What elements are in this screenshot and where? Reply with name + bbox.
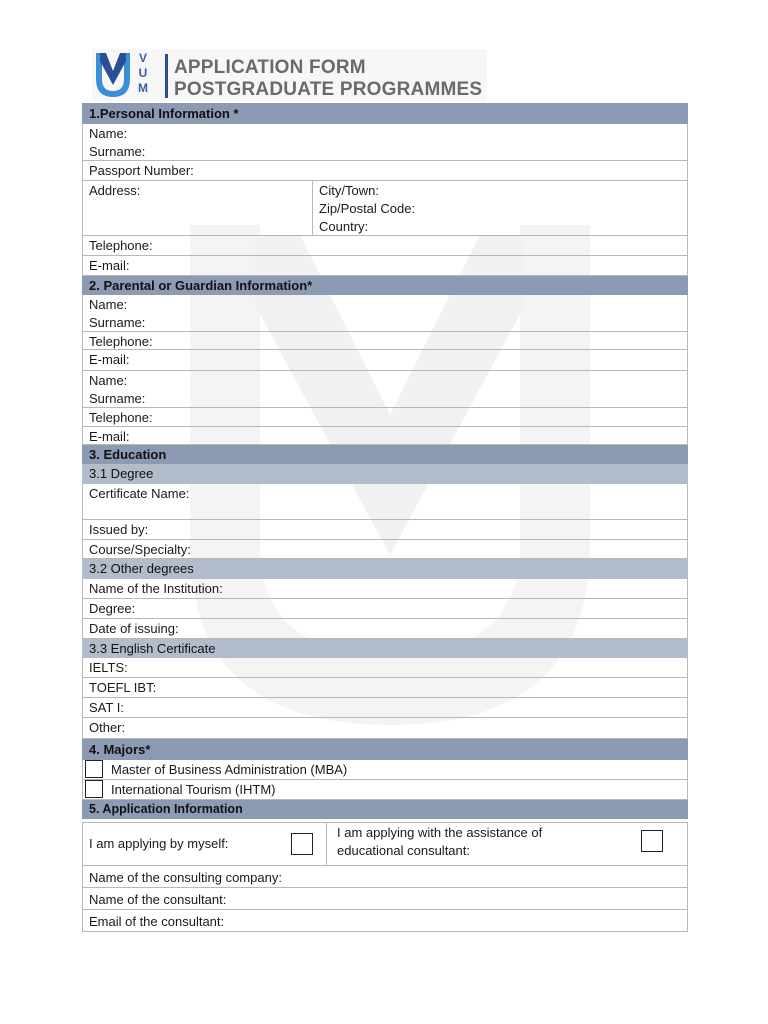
ihtm-checkbox[interactable] bbox=[85, 780, 103, 798]
certificate-name-field[interactable] bbox=[82, 484, 688, 520]
logo-letters bbox=[136, 51, 150, 96]
issued-by-field[interactable] bbox=[82, 520, 688, 540]
section-personal-info-header: 1.Personal Information * bbox=[82, 103, 688, 124]
logo-letter: M bbox=[138, 81, 148, 95]
applying-consultant-label-line2: educational consultant: bbox=[337, 843, 470, 858]
consulting-company-label: Name of the consulting company: bbox=[89, 870, 282, 885]
passport-field[interactable] bbox=[82, 161, 688, 181]
address-label: Address: bbox=[89, 183, 141, 198]
consultant-email-field[interactable] bbox=[82, 910, 688, 932]
address-field[interactable] bbox=[83, 181, 313, 235]
ielts-label: IELTS: bbox=[89, 660, 128, 675]
guardian2-telephone-field[interactable] bbox=[82, 408, 688, 427]
degree-field[interactable] bbox=[82, 599, 688, 619]
form-title-line1: APPLICATION FORM bbox=[174, 57, 366, 78]
name-label: Name: bbox=[89, 126, 128, 141]
passport-label: Passport Number: bbox=[89, 163, 194, 178]
date-issuing-field[interactable] bbox=[82, 619, 688, 639]
form-title-line2: POSTGRADUATE PROGRAMMES bbox=[174, 79, 483, 100]
guardian2-name-field[interactable] bbox=[82, 371, 688, 408]
english-certificate-subheader: 3.3 English Certificate bbox=[82, 639, 688, 658]
guardian1-name-label: Name: bbox=[89, 297, 128, 312]
major-ihtm-option[interactable] bbox=[82, 780, 688, 800]
guardian2-email-label: E-mail: bbox=[89, 429, 130, 444]
guardian1-email-label: E-mail: bbox=[89, 352, 130, 367]
applying-consultant-label-line1: I am applying with the assistance of bbox=[337, 825, 543, 840]
telephone-label: Telephone: bbox=[89, 238, 153, 253]
guardian2-telephone-label: Telephone: bbox=[89, 410, 153, 425]
mba-checkbox[interactable] bbox=[85, 760, 103, 778]
institution-label: Name of the Institution: bbox=[89, 581, 223, 596]
telephone-field[interactable] bbox=[82, 236, 688, 256]
mba-label: Master of Business Administration (MBA) bbox=[111, 762, 348, 777]
city-zip-country-field[interactable] bbox=[313, 181, 687, 235]
guardian2-surname-label: Surname: bbox=[89, 391, 146, 406]
guardian1-telephone-label: Telephone: bbox=[89, 334, 153, 349]
section-majors-header: 4. Majors* bbox=[82, 739, 688, 760]
degree-label: Degree: bbox=[89, 601, 136, 616]
institution-field[interactable] bbox=[82, 579, 688, 599]
applying-myself-checkbox[interactable] bbox=[291, 833, 313, 855]
vum-logo-icon bbox=[92, 49, 134, 101]
issued-by-label: Issued by: bbox=[89, 522, 149, 537]
logo-letter: U bbox=[138, 66, 148, 80]
consultant-name-label: Name of the consultant: bbox=[89, 892, 227, 907]
sat-label: SAT I: bbox=[89, 700, 124, 715]
toefl-label: TOEFL IBT: bbox=[89, 680, 157, 695]
application-form bbox=[82, 103, 688, 932]
other-certificate-field[interactable] bbox=[82, 718, 688, 739]
course-specialty-field[interactable] bbox=[82, 540, 688, 559]
major-mba-option[interactable] bbox=[82, 760, 688, 780]
city-label: City/Town: bbox=[319, 183, 379, 198]
applying-consultant-checkbox[interactable] bbox=[641, 830, 663, 852]
section-education-header: 3. Education bbox=[82, 445, 688, 464]
section-application-info-header: 5. Application Information bbox=[82, 800, 688, 819]
course-specialty-label: Course/Specialty: bbox=[89, 542, 191, 557]
consultant-name-field[interactable] bbox=[82, 888, 688, 910]
other-certificate-label: Other: bbox=[89, 720, 126, 735]
address-row bbox=[82, 181, 688, 236]
surname-label: Surname: bbox=[89, 144, 146, 159]
degree-subheader: 3.1 Degree bbox=[82, 464, 688, 484]
applying-myself-label: I am applying by myself: bbox=[89, 836, 229, 851]
consulting-company-field[interactable] bbox=[82, 866, 688, 888]
name-surname-field[interactable] bbox=[82, 124, 688, 161]
zip-label: Zip/Postal Code: bbox=[319, 201, 416, 216]
logo-divider bbox=[165, 54, 168, 98]
date-issuing-label: Date of issuing: bbox=[89, 621, 179, 636]
guardian1-email-field[interactable] bbox=[82, 350, 688, 371]
guardian2-name-label: Name: bbox=[89, 373, 128, 388]
email-label: E-mail: bbox=[89, 258, 130, 273]
applying-myself-option[interactable] bbox=[83, 823, 327, 865]
applying-consultant-option[interactable] bbox=[327, 823, 687, 865]
guardian1-surname-label: Surname: bbox=[89, 315, 146, 330]
header-logo bbox=[92, 49, 487, 101]
section-guardian-info-header: 2. Parental or Guardian Information* bbox=[82, 276, 688, 295]
logo-letter: V bbox=[138, 51, 147, 65]
guardian1-telephone-field[interactable] bbox=[82, 332, 688, 350]
toefl-field[interactable] bbox=[82, 678, 688, 698]
ihtm-label: International Tourism (IHTM) bbox=[111, 782, 276, 797]
guardian2-email-field[interactable] bbox=[82, 427, 688, 445]
email-field[interactable] bbox=[82, 256, 688, 276]
sat-field[interactable] bbox=[82, 698, 688, 718]
guardian1-name-field[interactable] bbox=[82, 295, 688, 332]
country-label: Country: bbox=[319, 219, 369, 234]
form-title bbox=[174, 57, 482, 101]
ielts-field[interactable] bbox=[82, 658, 688, 678]
consultant-email-label: Email of the consultant: bbox=[89, 914, 225, 929]
other-degrees-subheader: 3.2 Other degrees bbox=[82, 559, 688, 579]
applying-method-row bbox=[82, 822, 688, 866]
certificate-name-label: Certificate Name: bbox=[89, 486, 190, 501]
